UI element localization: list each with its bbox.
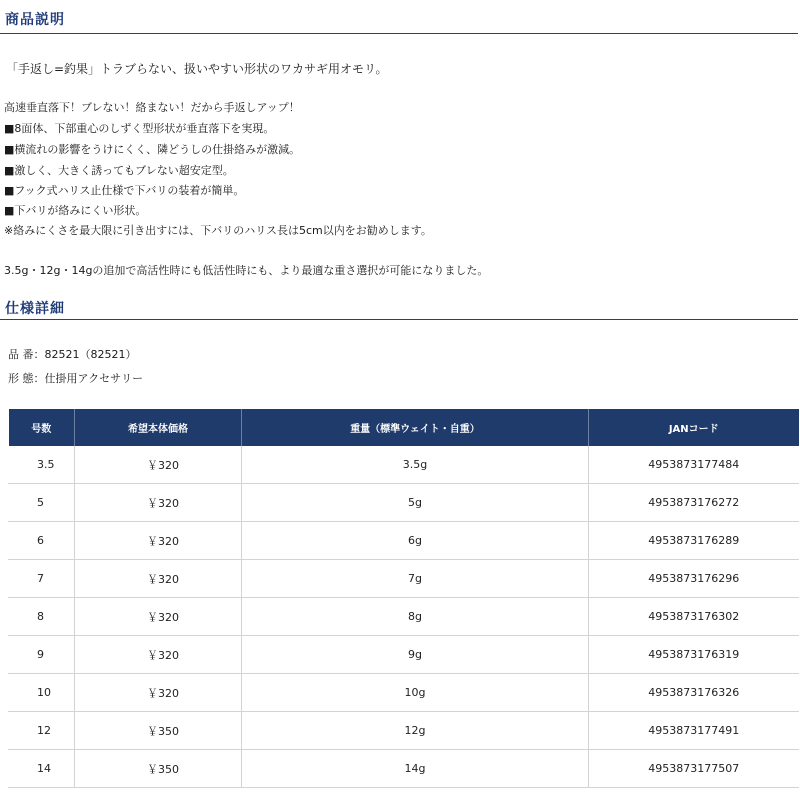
product-description-title: 商品説明 [5, 12, 65, 28]
feature-line: ■下バリが絡みにくい形状。 [4, 204, 147, 217]
cell-jan: 4953873176272 [589, 484, 799, 522]
cell-weight: 7g [242, 560, 589, 598]
cell-size: 10 [9, 674, 75, 712]
cell-jan: 4953873176289 [589, 522, 799, 560]
cell-jan: 4953873177507 [589, 750, 799, 788]
cell-weight: 8g [242, 598, 589, 636]
cell-size: 12 [9, 712, 75, 750]
cell-weight: 5g [242, 484, 589, 522]
cell-size: 9 [9, 636, 75, 674]
feature-line: ■激しく、大きく誘ってもブレない超安定型。 [4, 164, 234, 177]
item-form: 形 態：仕掛用アクセサリー [8, 372, 144, 385]
table-row [9, 636, 799, 674]
cell-jan: 4953873176326 [589, 674, 799, 712]
cell-size: 8 [9, 598, 75, 636]
table-row [9, 446, 799, 484]
cell-weight: 12g [242, 712, 589, 750]
cell-size: 7 [9, 560, 75, 598]
table-row [9, 522, 799, 560]
cell-weight: 3.5g [242, 446, 589, 484]
cell-weight: 14g [242, 750, 589, 788]
spec-details-header [0, 298, 800, 324]
cell-jan: 4953873176319 [589, 636, 799, 674]
feature-line: ■8面体、下部重心のしずく型形状が垂直落下を実現。 [4, 122, 275, 135]
cell-size: 5 [9, 484, 75, 522]
header-divider [0, 33, 798, 34]
column-header-weight: 重量（標準ウェイト・自重） [242, 409, 589, 446]
feature-note: ※絡みにくさを最大限に引き出すには、下バリのハリス長は5cm以内をお勧めします。 [4, 224, 432, 237]
cell-size: 3.5 [9, 446, 75, 484]
cell-price: ￥350 [75, 750, 242, 788]
table-row [9, 560, 799, 598]
table-header-row [9, 409, 799, 446]
table-row [9, 674, 799, 712]
cell-price: ￥350 [75, 712, 242, 750]
table-row [9, 750, 799, 788]
catch-copy: 「手返し=釣果」トラブらない、扱いやすい形状のワカサギ用オモリ。 [6, 62, 388, 76]
item-number: 品 番：82521（82521） [8, 348, 137, 361]
cell-price: ￥320 [75, 598, 242, 636]
cell-size: 6 [9, 522, 75, 560]
lineup-note: 3.5g・12g・14gの追加で高活性時にも低活性時にも、より最適な重さ選択が可能になりました。 [4, 264, 489, 277]
cell-size: 14 [9, 750, 75, 788]
cell-price: ￥320 [75, 446, 242, 484]
feature-line: ■フック式ハリス止仕様で下バリの装着が簡単。 [4, 184, 245, 197]
cell-weight: 6g [242, 522, 589, 560]
header-divider [0, 319, 798, 320]
column-header-size: 号数 [9, 409, 75, 446]
spec-table [8, 409, 799, 788]
cell-price: ￥320 [75, 484, 242, 522]
column-header-jan: JANコード [589, 409, 799, 446]
feature-line: ■横流れの影響をうけにくく、隣どうしの仕掛絡みが激減。 [4, 143, 301, 156]
feature-headline: 高速垂直落下！ブレない！絡まない！だから手返しアップ！ [4, 101, 300, 114]
column-header-price: 希望本体価格 [75, 409, 242, 446]
cell-jan: 4953873176296 [589, 560, 799, 598]
table-row [9, 484, 799, 522]
cell-price: ￥320 [75, 674, 242, 712]
table-row [9, 712, 799, 750]
table-row [9, 598, 799, 636]
cell-price: ￥320 [75, 636, 242, 674]
product-description-header [0, 9, 800, 35]
cell-jan: 4953873176302 [589, 598, 799, 636]
cell-jan: 4953873177491 [589, 712, 799, 750]
cell-price: ￥320 [75, 522, 242, 560]
cell-weight: 10g [242, 674, 589, 712]
spec-details-title: 仕様詳細 [5, 301, 65, 317]
cell-jan: 4953873177484 [589, 446, 799, 484]
cell-price: ￥320 [75, 560, 242, 598]
cell-weight: 9g [242, 636, 589, 674]
